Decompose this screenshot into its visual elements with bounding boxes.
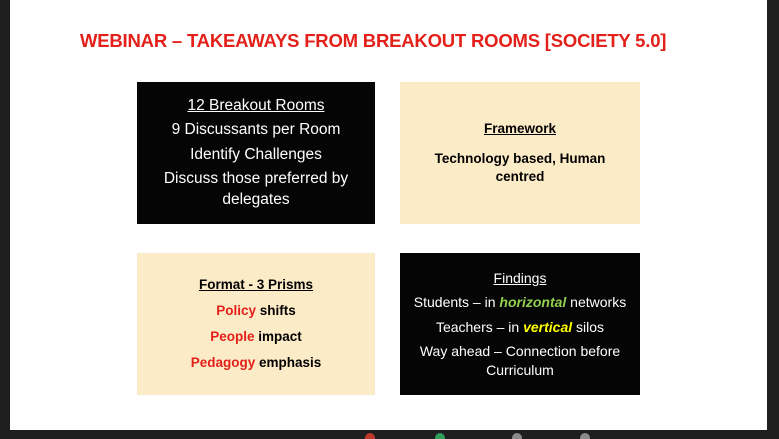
people-keyword: People [210, 329, 255, 344]
presentation-slide [10, 0, 767, 430]
discussants-line: 9 Discussants per Room [171, 121, 341, 139]
findings-heading: Findings [493, 269, 547, 286]
framework-text: Technology based, Human centred [434, 150, 606, 185]
students-prefix: Students – in [413, 294, 500, 311]
breakout-rooms-box [137, 82, 375, 224]
teachers-prefix: Teachers – in [435, 318, 524, 335]
bottom-toolbar [0, 430, 779, 439]
way-ahead-line: Way ahead – Connection before Curriculum [419, 343, 621, 378]
pedagogy-line [191, 354, 322, 372]
students-line [414, 293, 626, 311]
policy-line [216, 302, 296, 320]
breakout-rooms-heading: 12 Breakout Rooms [187, 96, 325, 114]
findings-box [400, 253, 640, 395]
vertical-keyword: vertical [523, 318, 573, 335]
policy-keyword: Policy [216, 302, 256, 318]
students-suffix: networks [566, 294, 627, 311]
pedagogy-keyword: Pedagogy [190, 355, 256, 371]
teachers-line [436, 318, 604, 336]
framework-box [400, 82, 640, 224]
delegates-line: Discuss those preferred by delegates [163, 170, 349, 208]
app-icon[interactable] [435, 433, 445, 439]
app-icon[interactable] [365, 433, 375, 439]
app-icon[interactable] [512, 433, 522, 439]
framework-heading: Framework [483, 120, 557, 136]
challenges-line: Identify Challenges [190, 145, 322, 163]
pedagogy-rest: emphasis [255, 355, 322, 371]
app-icon[interactable] [580, 433, 590, 439]
horizontal-keyword: horizontal [499, 294, 567, 311]
slide-title: WEBINAR – TAKEAWAYS FROM BREAKOUT ROOMS [SOCIETY 5.0] [80, 30, 667, 51]
policy-rest: shifts [256, 302, 296, 318]
teachers-suffix: silos [572, 318, 605, 335]
people-rest: impact [254, 329, 302, 344]
people-line [210, 328, 302, 346]
format-heading: Format - 3 Prisms [198, 276, 314, 292]
format-box [137, 253, 375, 395]
